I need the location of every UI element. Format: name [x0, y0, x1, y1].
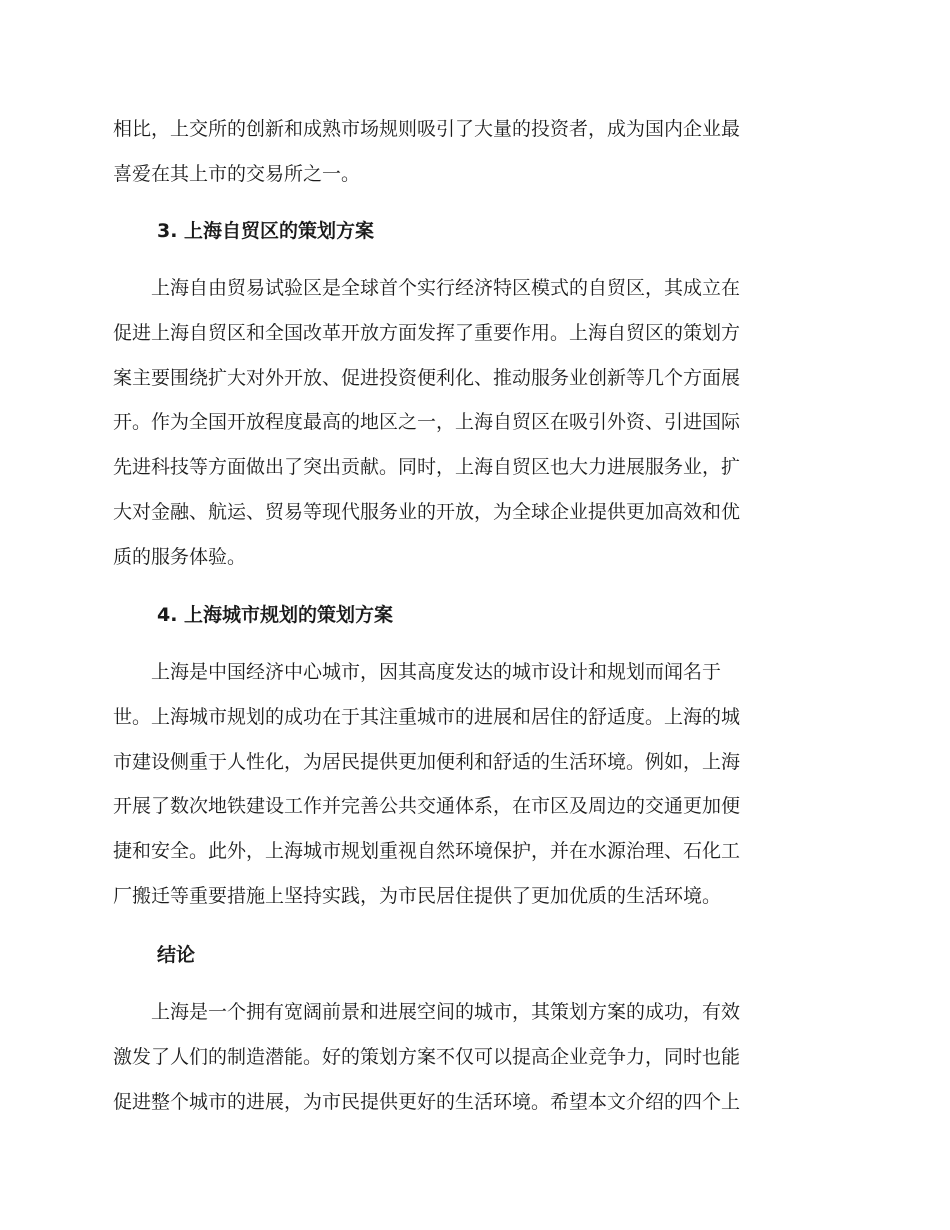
paragraph-line: 相比，上交所的创新和成熟市场规则吸引了大量的投资者，成为国内企业最: [113, 118, 741, 140]
paragraph-line: 厂搬迁等重要措施上坚持实践，为市民居住提供了更加优质的生活环境。: [113, 884, 722, 907]
paragraph-line: 上海是一个拥有宽阔前景和进展空间的城市，其策划方案的成功，有效: [113, 1001, 741, 1023]
section4-paragraph: [113, 650, 833, 919]
paragraph-line: 市建设侧重于人性化，为居民提供更加便利和舒适的生活环境。例如，上海: [113, 750, 741, 773]
paragraph-line: 喜爱在其上市的交易所之一。: [113, 162, 361, 185]
paragraph-line: 促进整个城市的进展，为市民提供更好的生活环境。希望本文介绍的四个上: [113, 1090, 741, 1113]
paragraph-line: 开展了数次地铁建设工作并完善公共交通体系，在市区及周边的交通更加便: [113, 795, 741, 818]
paragraph-line: 捷和安全。此外，上海城市规划重视自然环境保护，并在水源治理、石化工: [113, 840, 741, 863]
paragraph-line: 促进上海自贸区和全国改革开放方面发挥了重要作用。上海自贸区的策划方: [113, 321, 741, 344]
conclusion-paragraph: [113, 990, 833, 1124]
intro-paragraph: [113, 107, 833, 197]
paragraph-line: 激发了人们的制造潜能。好的策划方案不仅可以提高企业竞争力，同时也能: [113, 1045, 741, 1068]
paragraph-line: 先进科技等方面做出了突出贡献。同时，上海自贸区也大力进展服务业，扩: [113, 456, 741, 479]
paragraph-line: 质的服务体验。: [113, 545, 247, 568]
section3-heading: 3. 上海自贸区的策划方案: [157, 220, 375, 242]
paragraph-line: 大对金融、航运、贸易等现代服务业的开放，为全球企业提供更加高效和优: [113, 500, 741, 523]
section3-paragraph: [113, 266, 833, 580]
paragraph-line: 开。作为全国开放程度最高的地区之一，上海自贸区在吸引外资、引进国际: [113, 411, 741, 434]
paragraph-line: 上海自由贸易试验区是全球首个实行经济特区模式的自贸区，其成立在: [113, 277, 741, 299]
conclusion-heading: 结论: [157, 944, 196, 966]
paragraph-line: 世。上海城市规划的成功在于其注重城市的进展和居住的舒适度。上海的城: [113, 705, 741, 728]
paragraph-line: 上海是中国经济中心城市，因其高度发达的城市设计和规划而闻名于: [113, 661, 722, 683]
section4-heading: 4. 上海城市规划的策划方案: [157, 604, 394, 626]
paragraph-line: 案主要围绕扩大对外开放、促进投资便利化、推动服务业创新等几个方面展: [113, 366, 741, 389]
